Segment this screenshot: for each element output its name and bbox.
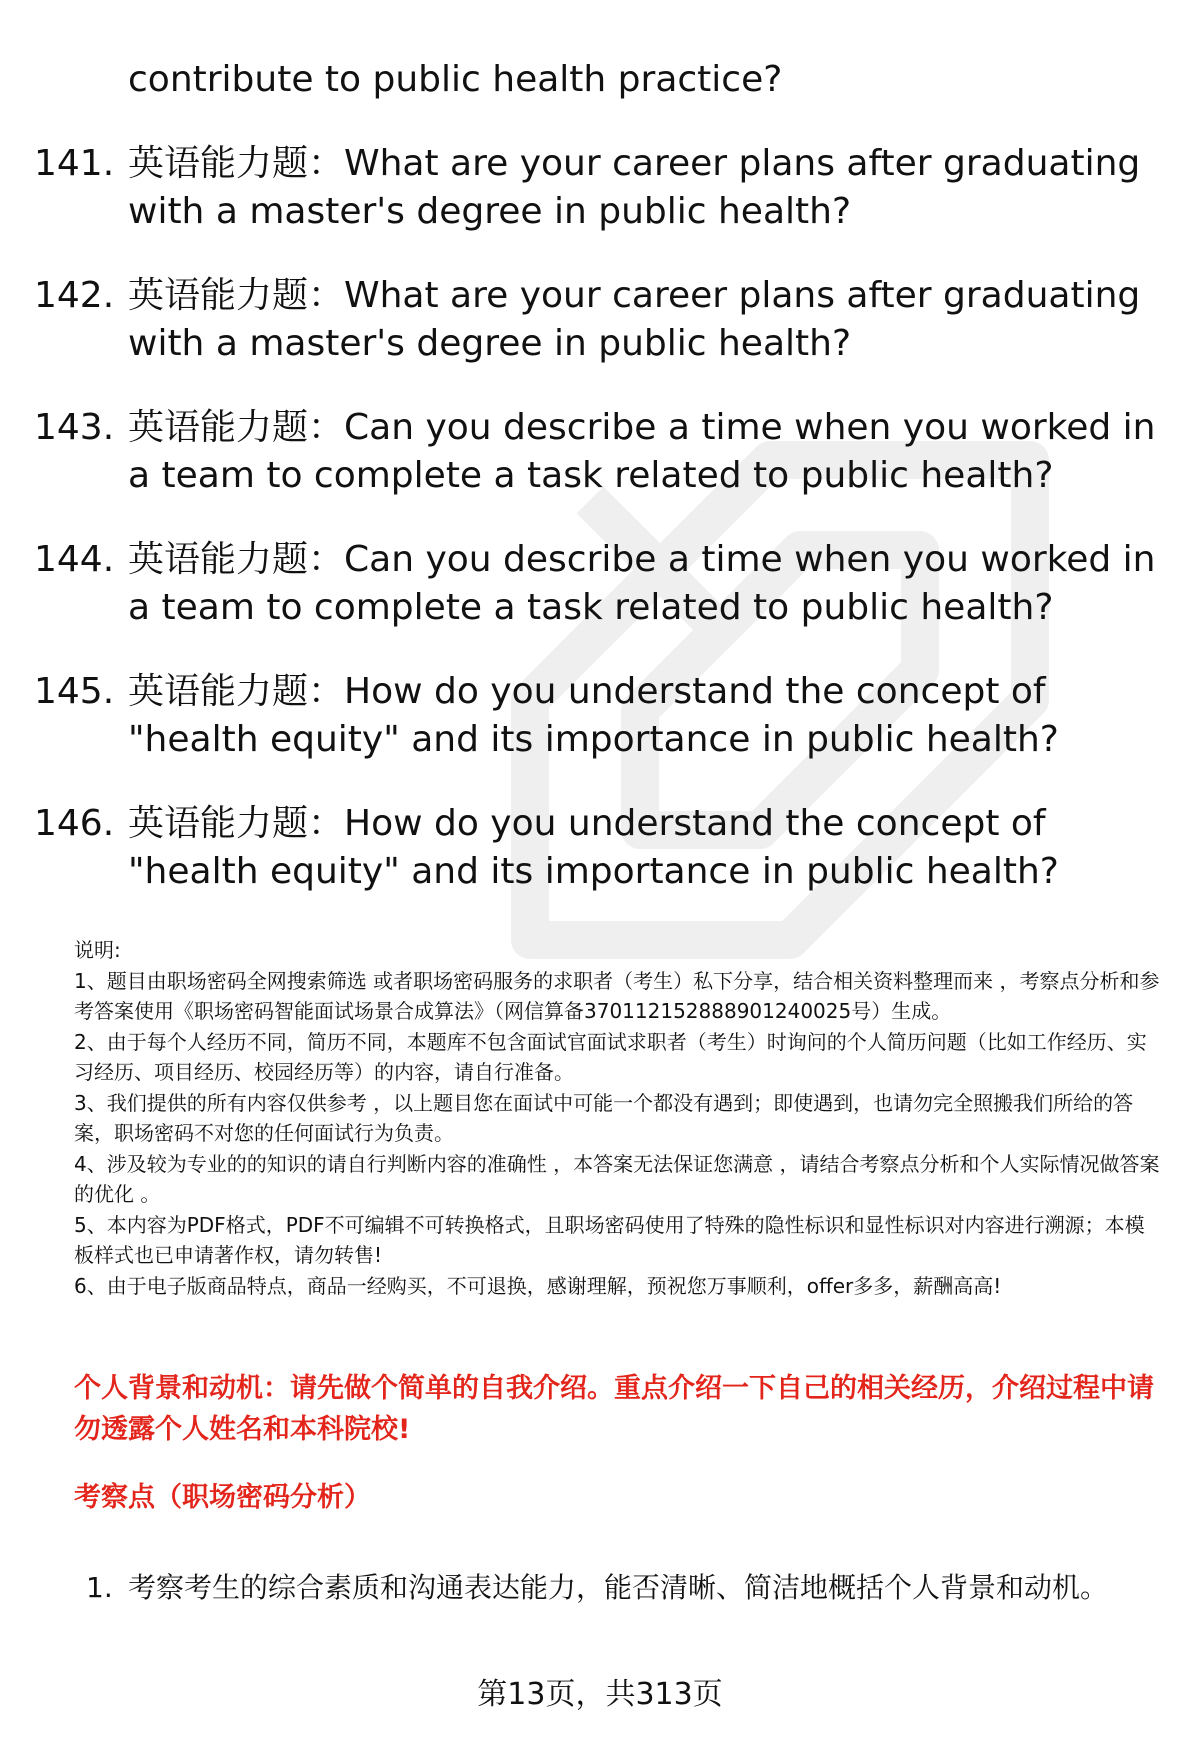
note-item: 1、题目由职场密码全网搜索筛选 或者职场密码服务的求职者（考生）私下分享，结合相关资料整理而来 ，考察点分析和参考答案使用《职场密码智能面试场景合成算法》（网信算备370112152888901240025号）生成。 xyxy=(74,968,1160,1023)
question-number: 146. xyxy=(34,803,115,844)
page-footer: 第13页，共313页 xyxy=(477,1677,723,1712)
section-subheading: 考察点（职场密码分析） xyxy=(74,1482,371,1513)
question-number: 143. xyxy=(34,407,115,448)
question-text: 英语能力题：Can you describe a time when you worked in a team to complete a task related to public health? xyxy=(128,539,1156,628)
question-text: 英语能力题：What are your career plans after graduating with a master's degree in public health? xyxy=(128,275,1141,364)
question-number: 141. xyxy=(34,143,115,184)
section-heading: 个人背景和动机：请先做个简单的自我介绍。重点介绍一下自己的相关经历，介绍过程中请勿透露个人姓名和本科院校! xyxy=(74,1373,1154,1445)
notes-block xyxy=(74,935,1160,1301)
question-text: 英语能力题：Can you describe a time when you worked in a team to complete a task related to public health? xyxy=(128,407,1156,496)
note-item: 4、涉及较为专业的的知识的请自行判断内容的准确性 ，本答案无法保证您满意 ，请结合考察点分析和个人实际情况做答案的优化 。 xyxy=(74,1151,1160,1206)
note-item: 3、我们提供的所有内容仅供参考 ，以上题目您在面试中可能一个都没有遇到；即使遇到，也请勿完全照搬我们所给的答案，职场密码不对您的任何面试行为负责。 xyxy=(74,1090,1134,1145)
question-text: 英语能力题：How do you understand the concept of "health equity" and its importance in public health? xyxy=(128,803,1059,892)
question-number: 144. xyxy=(34,539,115,580)
question-number: 145. xyxy=(34,671,115,712)
note-item: 5、本内容为PDF格式，PDF不可编辑不可转换格式，且职场密码使用了特殊的隐性标识和显性标识对内容进行溯源；本模板样式也已申请著作权，请勿转售! xyxy=(74,1212,1145,1267)
note-item: 6、由于电子版商品特点，商品一经购买，不可退换，感谢理解，预祝您万事顺利，offer多多，薪酬高高! xyxy=(74,1273,1002,1298)
question-number: 142. xyxy=(34,275,115,316)
note-item: 2、由于每个人经历不同，简历不同，本题库不包含面试官面试求职者（考生）时询问的个人简历问题（比如工作经历、实习经历、项目经历、校园经历等）的内容，请自行准备。 xyxy=(74,1029,1147,1084)
question-text: 英语能力题：How do you understand the concept of "health equity" and its importance in public health? xyxy=(128,671,1059,760)
point-text: 考察考生的综合素质和沟通表达能力，能否清晰、简洁地概括个人背景和动机。 xyxy=(128,1571,1109,1604)
notes-title: 说明: xyxy=(74,938,121,962)
point-number: 1. xyxy=(86,1571,113,1604)
question-continuation: contribute to public health practice? xyxy=(128,59,783,100)
question-text: 英语能力题：What are your career plans after graduating with a master's degree in public health? xyxy=(128,143,1141,232)
